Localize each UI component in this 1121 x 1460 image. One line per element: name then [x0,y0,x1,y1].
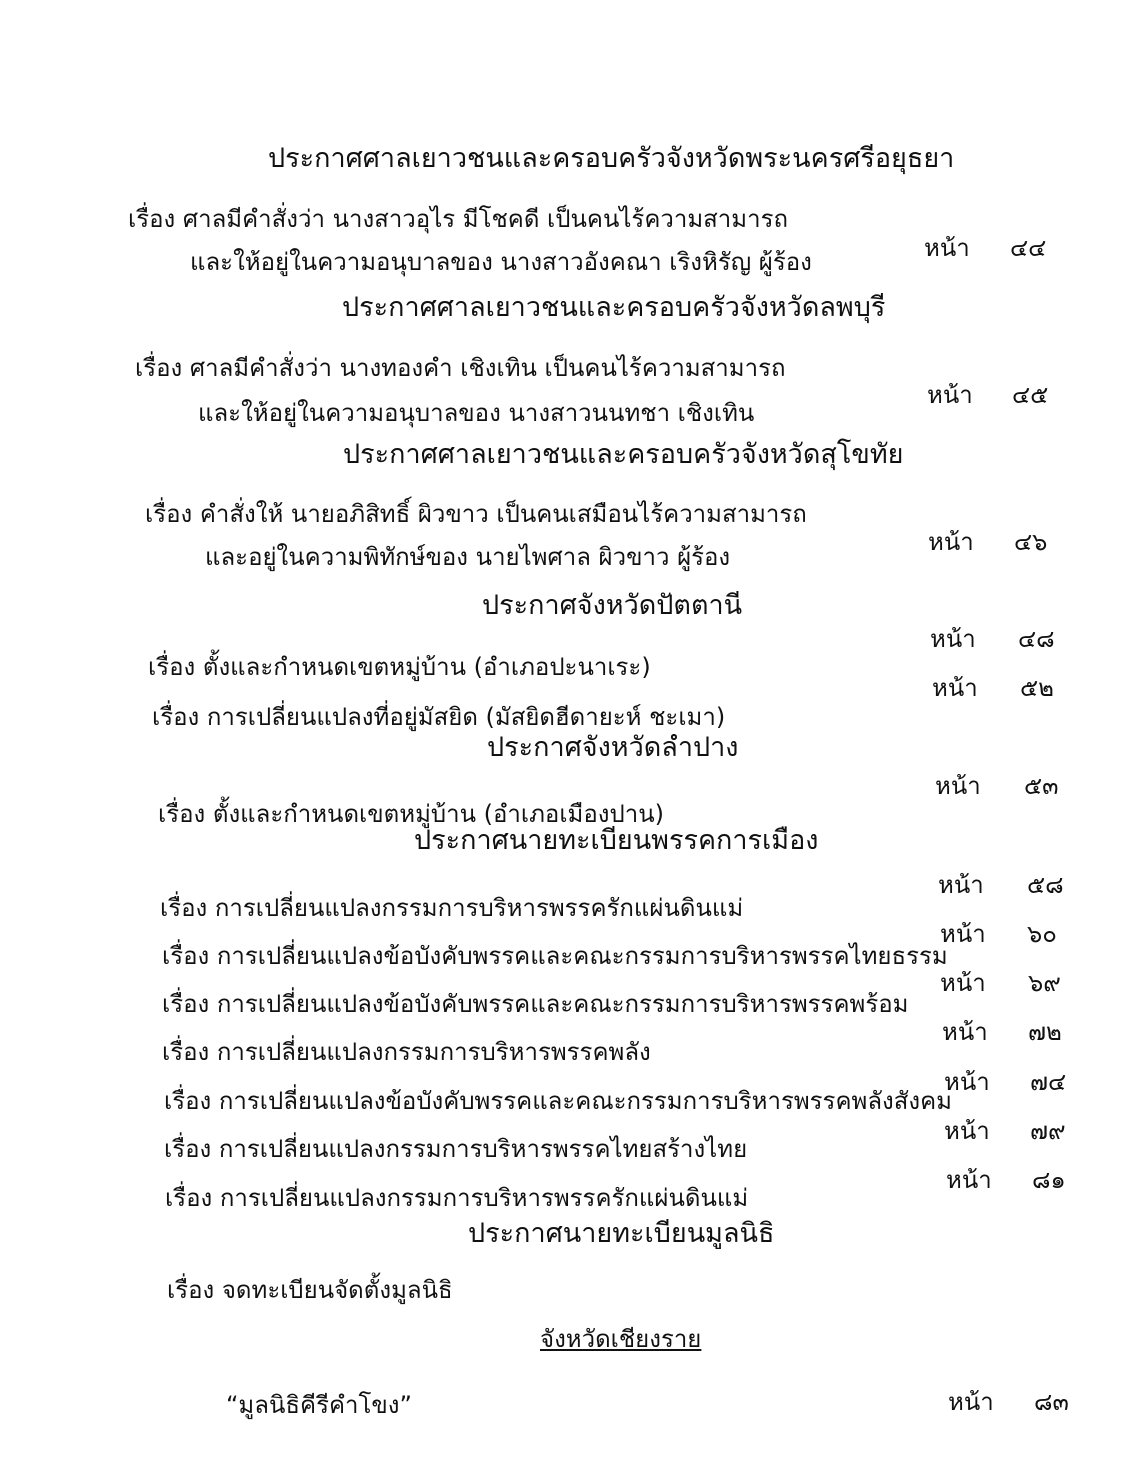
page-number: ๗๒ [1028,1018,1062,1046]
entry-line: เรื่อง จดทะเบียนจัดตั้งมูลนิธิ [167,1276,453,1304]
section-heading: ประกาศจังหวัดลำปาง [487,732,739,763]
entry-line: เรื่อง ตั้งและกำหนดเขตหมู่บ้าน (อำเภอปะนาเระ) [148,653,651,681]
page-label: หน้า [930,625,976,653]
entry-line: เรื่อง ศาลมีคำสั่งว่า นางทองคำ เชิงเทิน เป็นคนไร้ความสามารถ [135,354,786,382]
province-subheading: จังหวัดเชียงราย [540,1325,702,1353]
page-label: หน้า [942,1018,988,1046]
page-number: ๕๒ [1020,674,1054,702]
page-number: ๔๔ [1010,234,1047,262]
section-heading: ประกาศศาลเยาวชนและครอบครัวจังหวัดลพบุรี [342,292,886,323]
page-number: ๖๙ [1028,969,1061,997]
page-number: ๖๐ [1027,920,1057,948]
page-label: หน้า [944,1117,990,1145]
page-label: หน้า [940,969,986,997]
page-label: หน้า [938,871,984,899]
page-label: หน้า [935,772,981,800]
page-label: หน้า [928,528,974,556]
entry-line: เรื่อง ตั้งและกำหนดเขตหมู่บ้าน (อำเภอเมืองปาน) [158,800,664,828]
section-heading: ประกาศศาลเยาวชนและครอบครัวจังหวัดสุโขทัย [343,439,904,470]
page-number: ๗๔ [1030,1068,1067,1096]
entry-line: และอยู่ในความพิทักษ์ของ นายไพศาล ผิวขาว ผู้ร้อง [205,543,731,571]
entry-line: เรื่อง การเปลี่ยนแปลงกรรมการบริหารพรรครักแผ่นดินแม่ [160,894,744,922]
entry-line: เรื่อง ศาลมีคำสั่งว่า นางสาวอุไร มีโชคดี เป็นคนไร้ความสามารถ [128,205,788,233]
page-label: หน้า [940,920,986,948]
page-label: หน้า [932,674,978,702]
page-number: ๕๘ [1027,871,1064,899]
section-heading: ประกาศนายทะเบียนพรรคการเมือง [414,825,819,856]
page-number: ๔๘ [1018,625,1055,653]
entry-line: เรื่อง การเปลี่ยนแปลงกรรมการบริหารพรรคพลัง [162,1038,651,1066]
page-number: ๘๑ [1032,1166,1066,1194]
page-number: ๔๖ [1014,528,1048,556]
entry-line: เรื่อง คำสั่งให้ นายอภิสิทธิ์ ผิวขาว เป็นคนเสมือนไร้ความสามารถ [145,500,807,528]
page-number: ๗๙ [1030,1117,1066,1145]
entry-line: และให้อยู่ในความอนุบาลของ นางสาวนนทชา เชิงเทิน [198,399,755,427]
section-heading: ประกาศศาลเยาวชนและครอบครัวจังหวัดพระนครศรีอยุธยา [268,143,955,174]
page-label: หน้า [944,1068,990,1096]
foundation-name: “มูลนิธิคีรีคำโขง” [226,1391,412,1419]
entry-line: เรื่อง การเปลี่ยนแปลงที่อยู่มัสยิด (มัสยิดฮีดายะห์ ชะเมา) [152,703,726,731]
page-number: ๔๕ [1012,381,1049,409]
entry-line: เรื่อง การเปลี่ยนแปลงข้อบังคับพรรคและคณะกรรมการบริหารพรรคพร้อม [162,990,909,1018]
page-label: หน้า [924,234,970,262]
page-label: หน้า [927,381,973,409]
entry-line: เรื่อง การเปลี่ยนแปลงข้อบังคับพรรคและคณะกรรมการบริหารพรรคพลังสังคม [164,1087,952,1115]
page-label: หน้า [946,1166,992,1194]
section-heading: ประกาศจังหวัดปัตตานี [482,590,743,621]
page-number: ๘๓ [1034,1388,1069,1416]
entry-line: เรื่อง การเปลี่ยนแปลงกรรมการบริหารพรรคไทยสร้างไทย [164,1135,748,1163]
section-heading: ประกาศนายทะเบียนมูลนิธิ [468,1218,775,1249]
entry-line: เรื่อง การเปลี่ยนแปลงกรรมการบริหารพรรครักแผ่นดินแม่ [165,1184,749,1212]
entry-line: และให้อยู่ในความอนุบาลของ นางสาวอังคณา เริงหิรัญ ผู้ร้อง [190,248,812,276]
entry-line: เรื่อง การเปลี่ยนแปลงข้อบังคับพรรคและคณะกรรมการบริหารพรรคไทยธรรม [162,942,948,970]
page-number: ๕๓ [1024,772,1059,800]
page-label: หน้า [948,1388,994,1416]
